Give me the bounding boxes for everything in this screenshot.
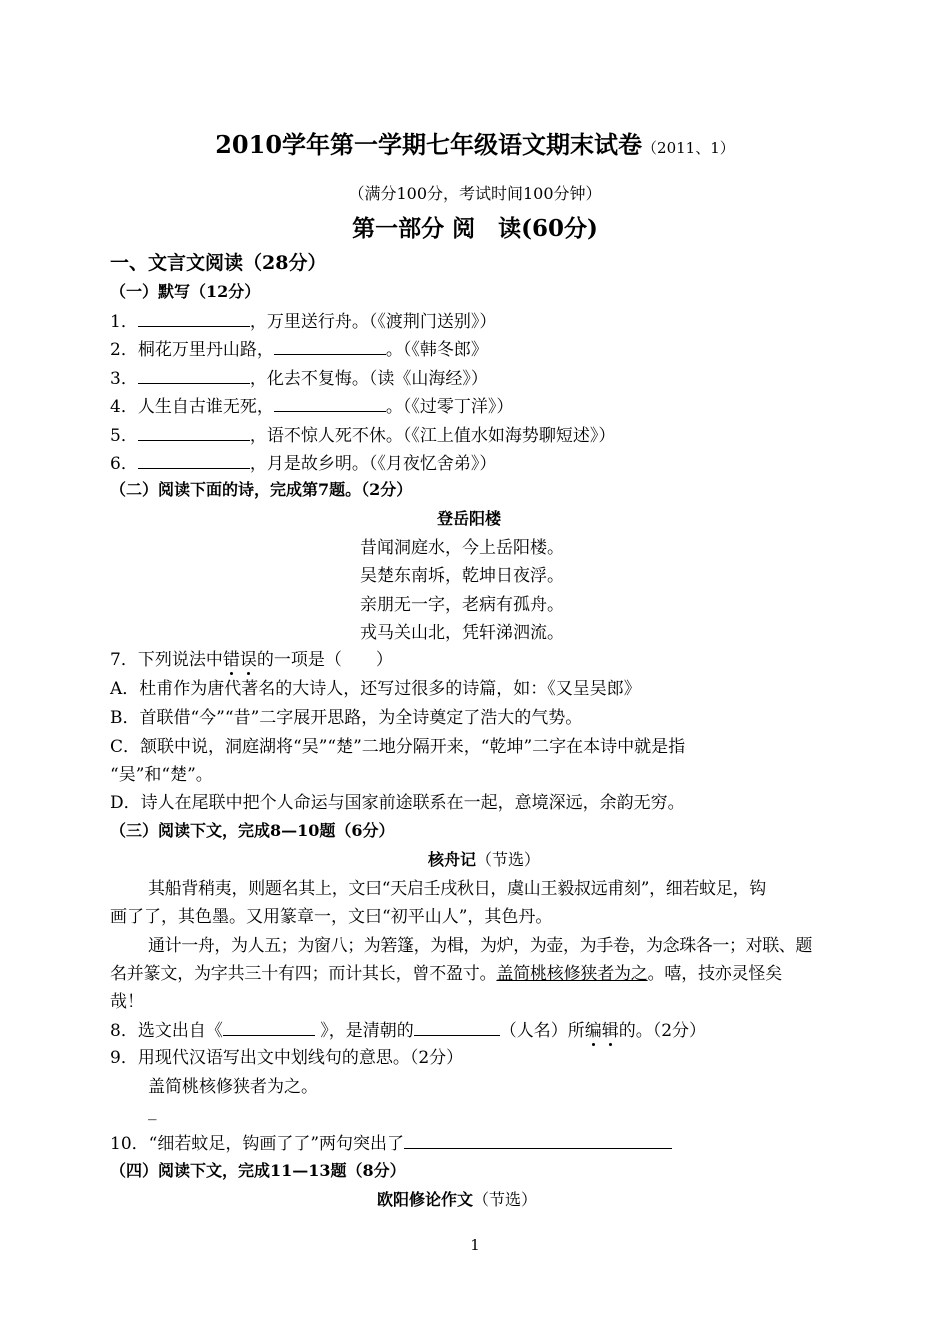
- sub4-heading: （四）阅读下文，完成11—13题（8分）: [110, 1161, 406, 1180]
- q9-quote: 盖简桃核修狭者为之。: [148, 1077, 318, 1097]
- passage1-title-text: 核舟记: [428, 850, 477, 869]
- dictation-item-5: [110, 423, 615, 447]
- dictation-item-2: [110, 337, 488, 361]
- item-text: ，月是故乡明。（《月夜忆舍弟》）: [249, 454, 497, 474]
- exam-title-main: 2010学年第一学期七年级语文期末试卷: [215, 130, 643, 159]
- passage2-title-note: （节选）: [473, 1190, 538, 1209]
- passage1-text: 。嘻，技亦灵怪矣: [647, 964, 783, 984]
- item-number: 4．: [110, 397, 138, 417]
- answer-blank[interactable]: [138, 423, 250, 441]
- passage1-text: 名并篆文，为字共三十有四；而计其长，曾不盈寸。: [110, 964, 497, 984]
- q7-option-c: C．颔联中说，洞庭湖将“吴”“楚”二地分隔开来，“乾坤”二字在本诗中就是指: [110, 737, 686, 757]
- item-text: ，化去不复悔。（读《山海经》）: [249, 369, 488, 389]
- passage1-para2-line1: 通计一舟，为人五；为窗八；为箬篷，为楫，为炉，为壶，为手卷，为念珠各一；对联、题: [148, 936, 812, 956]
- answer-blank[interactable]: [138, 451, 250, 469]
- dictation-item-6: [110, 451, 496, 475]
- q7-stem: [110, 649, 393, 671]
- item-number: 6．: [110, 454, 138, 474]
- poem-line-2: 吴楚东南坼，乾坤日夜浮。: [360, 566, 564, 586]
- item-text: 。（《过零丁洋》）: [385, 397, 514, 417]
- emphasis-char: 辑: [601, 1021, 619, 1041]
- item-text: ，语不惊人死不休。（《江上值水如海势聊短述》）: [249, 426, 616, 446]
- exam-title: [0, 130, 950, 163]
- q8-text: 的。（2分）: [618, 1021, 707, 1041]
- passage1-para2-line2: [110, 963, 782, 985]
- q9-answer-mark[interactable]: _: [148, 1101, 157, 1121]
- passage1-title-note: （节选）: [476, 850, 541, 869]
- sub1-heading: （一）默写（12分）: [110, 282, 261, 301]
- q7-option-b: B．首联借“今”“昔”二字展开思路，为全诗奠定了浩大的气势。: [110, 708, 583, 728]
- item-text: 。（《韩冬郎》: [385, 340, 488, 360]
- dictation-item-3: [110, 366, 488, 390]
- page-number: 1: [470, 1236, 480, 1254]
- q9-stem: 9．用现代汉语写出文中划线句的意思。（2分）: [110, 1048, 464, 1068]
- q7-option-a: A．杜甫作为唐代著名的大诗人，还写过很多的诗篇，如：《又呈吴郎》: [110, 679, 641, 699]
- item-text: 桐花万里丹山路，: [137, 340, 274, 360]
- q7-option-d: D．诗人在尾联中把个人命运与国家前途联系在一起，意境深远，余韵无穷。: [110, 793, 685, 813]
- emphasis-char: 错: [222, 650, 240, 670]
- section1-heading: 一、文言文阅读（28分）: [110, 252, 327, 274]
- item-text: ，万里送行舟。（《渡荆门送别》）: [249, 312, 497, 332]
- underlined-sentence: 盖简桃核修狭者为之: [496, 964, 648, 984]
- item-number: 2．: [110, 340, 138, 360]
- answer-blank-book[interactable]: [223, 1018, 315, 1036]
- exam-title-date: （2011、1）: [642, 139, 735, 157]
- q7-stem-text: 7．下列说法中: [110, 650, 223, 670]
- item-number: 1．: [110, 312, 138, 332]
- answer-blank[interactable]: [138, 366, 250, 384]
- emphasis-char: 误: [239, 650, 257, 670]
- q10: [110, 1132, 672, 1155]
- q7-stem-text: 的一项是（ ）: [256, 650, 393, 670]
- answer-blank[interactable]: [274, 394, 386, 412]
- q7-option-c-cont: “吴”和“楚”。: [110, 765, 213, 785]
- poem-title: 登岳阳楼: [437, 509, 502, 528]
- answer-blank[interactable]: [404, 1132, 672, 1149]
- emphasis-char: 编: [584, 1021, 602, 1041]
- part-heading: 第一部分 阅 读(60分): [352, 215, 598, 242]
- answer-blank[interactable]: [138, 309, 250, 327]
- sub3-heading: （三）阅读下文，完成8—10题（6分）: [110, 821, 395, 840]
- answer-blank[interactable]: [274, 337, 386, 355]
- passage1-para2-line3: 哉！: [110, 992, 144, 1012]
- passage2-title-text: 欧阳修论作文: [377, 1190, 474, 1209]
- dictation-item-1: [110, 309, 496, 333]
- q8-text: 》，是清朝的: [314, 1021, 414, 1041]
- passage1-para1-line2: 画了了，其色墨。又用篆章一，文曰“初平山人”，其色丹。: [110, 907, 553, 927]
- poem-line-3: 亲朋无一字，老病有孤舟。: [360, 595, 564, 615]
- q8-text: 8．选文出自《: [110, 1021, 223, 1041]
- q8: [110, 1018, 706, 1042]
- q8-text: （人名）所: [499, 1021, 585, 1041]
- exam-subtitle: （满分100分，考试时间100分钟）: [348, 184, 602, 203]
- passage2-title: [377, 1189, 537, 1211]
- dictation-item-4: [110, 394, 513, 418]
- q10-text: 10．“细若蚊足，钩画了了”两句突出了: [110, 1134, 405, 1154]
- item-text: 人生自古谁无死，: [137, 397, 274, 417]
- poem-line-1: 昔闻洞庭水，今上岳阳楼。: [360, 538, 564, 558]
- passage1-para1-line1: 其船背稍夷，则题名其上，文曰“天启壬戌秋日，虞山王毅叔远甫刻”，细若蚊足，钩: [148, 879, 766, 899]
- poem-line-4: 戎马关山北，凭轩涕泗流。: [360, 623, 564, 643]
- passage1-title: [428, 849, 540, 871]
- item-number: 3．: [110, 369, 138, 389]
- sub2-heading: （二）阅读下面的诗，完成第7题。（2分）: [110, 480, 413, 499]
- answer-blank-author[interactable]: [414, 1018, 500, 1036]
- item-number: 5．: [110, 426, 138, 446]
